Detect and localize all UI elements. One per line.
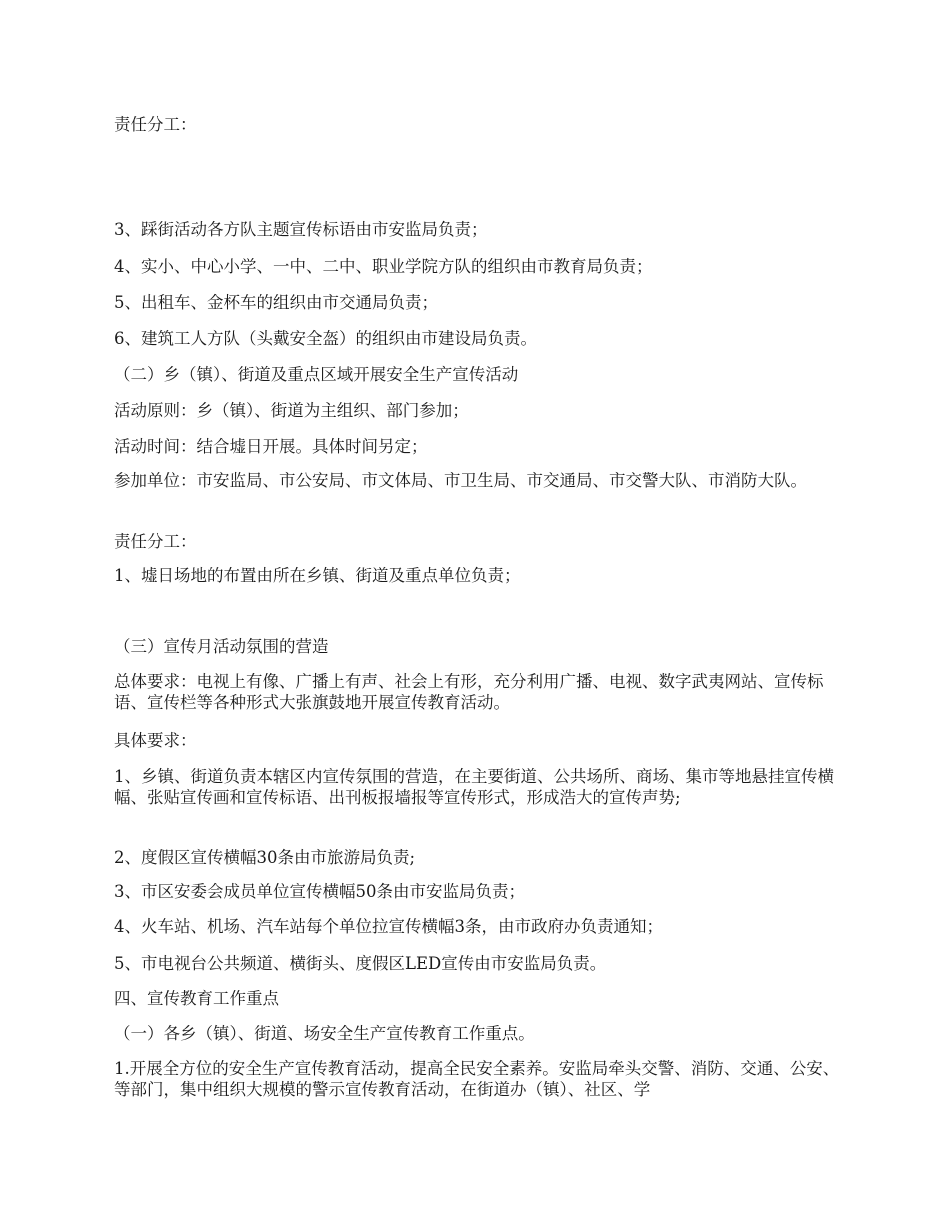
paragraph: 4、火车站、机场、汽车站每个单位拉宣传横幅3条，由市政府办负责通知； xyxy=(114,917,663,936)
section-heading: （二）乡（镇）、街道及重点区域开展安全生产宣传活动 xyxy=(114,365,519,384)
section-heading: （三）宣传月活动氛围的营造 xyxy=(114,637,329,656)
paragraph: 活动时间：结合墟日开展。具体时间另定； xyxy=(114,437,428,456)
paragraph: 责任分工： xyxy=(114,532,197,551)
paragraph: 具体要求： xyxy=(114,731,197,750)
paragraph: 活动原则：乡（镇）、街道为主组织、部门参加； xyxy=(114,401,469,420)
paragraph: 3、市区安委会成员单位宣传横幅50条由市安监局负责； xyxy=(114,882,525,901)
section-heading: 四、宣传教育工作重点 xyxy=(114,989,279,1008)
paragraph: 总体要求：电视上有像、广播上有声、社会上有形，充分利用广播、电视、数字武夷网站、宣传标语、宣传栏等各种形式大张旗鼓地开展宣传教育活动。 xyxy=(114,672,824,712)
section-heading: （一）各乡（镇）、街道、场安全生产宣传教育工作重点。 xyxy=(114,1024,535,1043)
paragraph: 5、出租车、金杯车的组织由市交通局负责； xyxy=(114,293,438,312)
paragraph: 3、踩街活动各方队主题宣传标语由市安监局负责； xyxy=(114,220,488,239)
paragraph: 2、度假区宣传横幅30条由市旅游局负责; xyxy=(114,848,416,867)
paragraph: 4、实小、中心小学、一中、二中、职业学院方队的组织由市教育局负责； xyxy=(114,257,653,276)
paragraph: 参加单位：市安监局、市公安局、市文体局、市卫生局、市交通局、市交警大队、市消防大队。 xyxy=(114,471,807,490)
paragraph: 责任分工： xyxy=(114,115,197,134)
paragraph: 1、乡镇、街道负责本辖区内宣传氛围的营造，在主要街道、公共场所、商场、集市等地悬挂宣传横幅、张贴宣传画和宣传标语、出刊板报墙报等宣传形式，形成浩大的宣传声势; xyxy=(114,767,834,807)
paragraph: 6、建筑工人方队（头戴安全盔）的组织由市建设局负责。 xyxy=(114,329,537,348)
paragraph: 1.开展全方位的安全生产宣传教育活动，提高全民安全素养。安监局牵头交警、消防、交通、公安、等部门，集中组织大规模的警示宣传教育活动，在街道办（镇）、社区、学 xyxy=(114,1059,840,1099)
paragraph: 5、市电视台公共频道、横街头、度假区LED宣传由市安监局负责。 xyxy=(114,954,607,973)
paragraph: 1、墟日场地的布置由所在乡镇、街道及重点单位负责； xyxy=(114,566,521,585)
